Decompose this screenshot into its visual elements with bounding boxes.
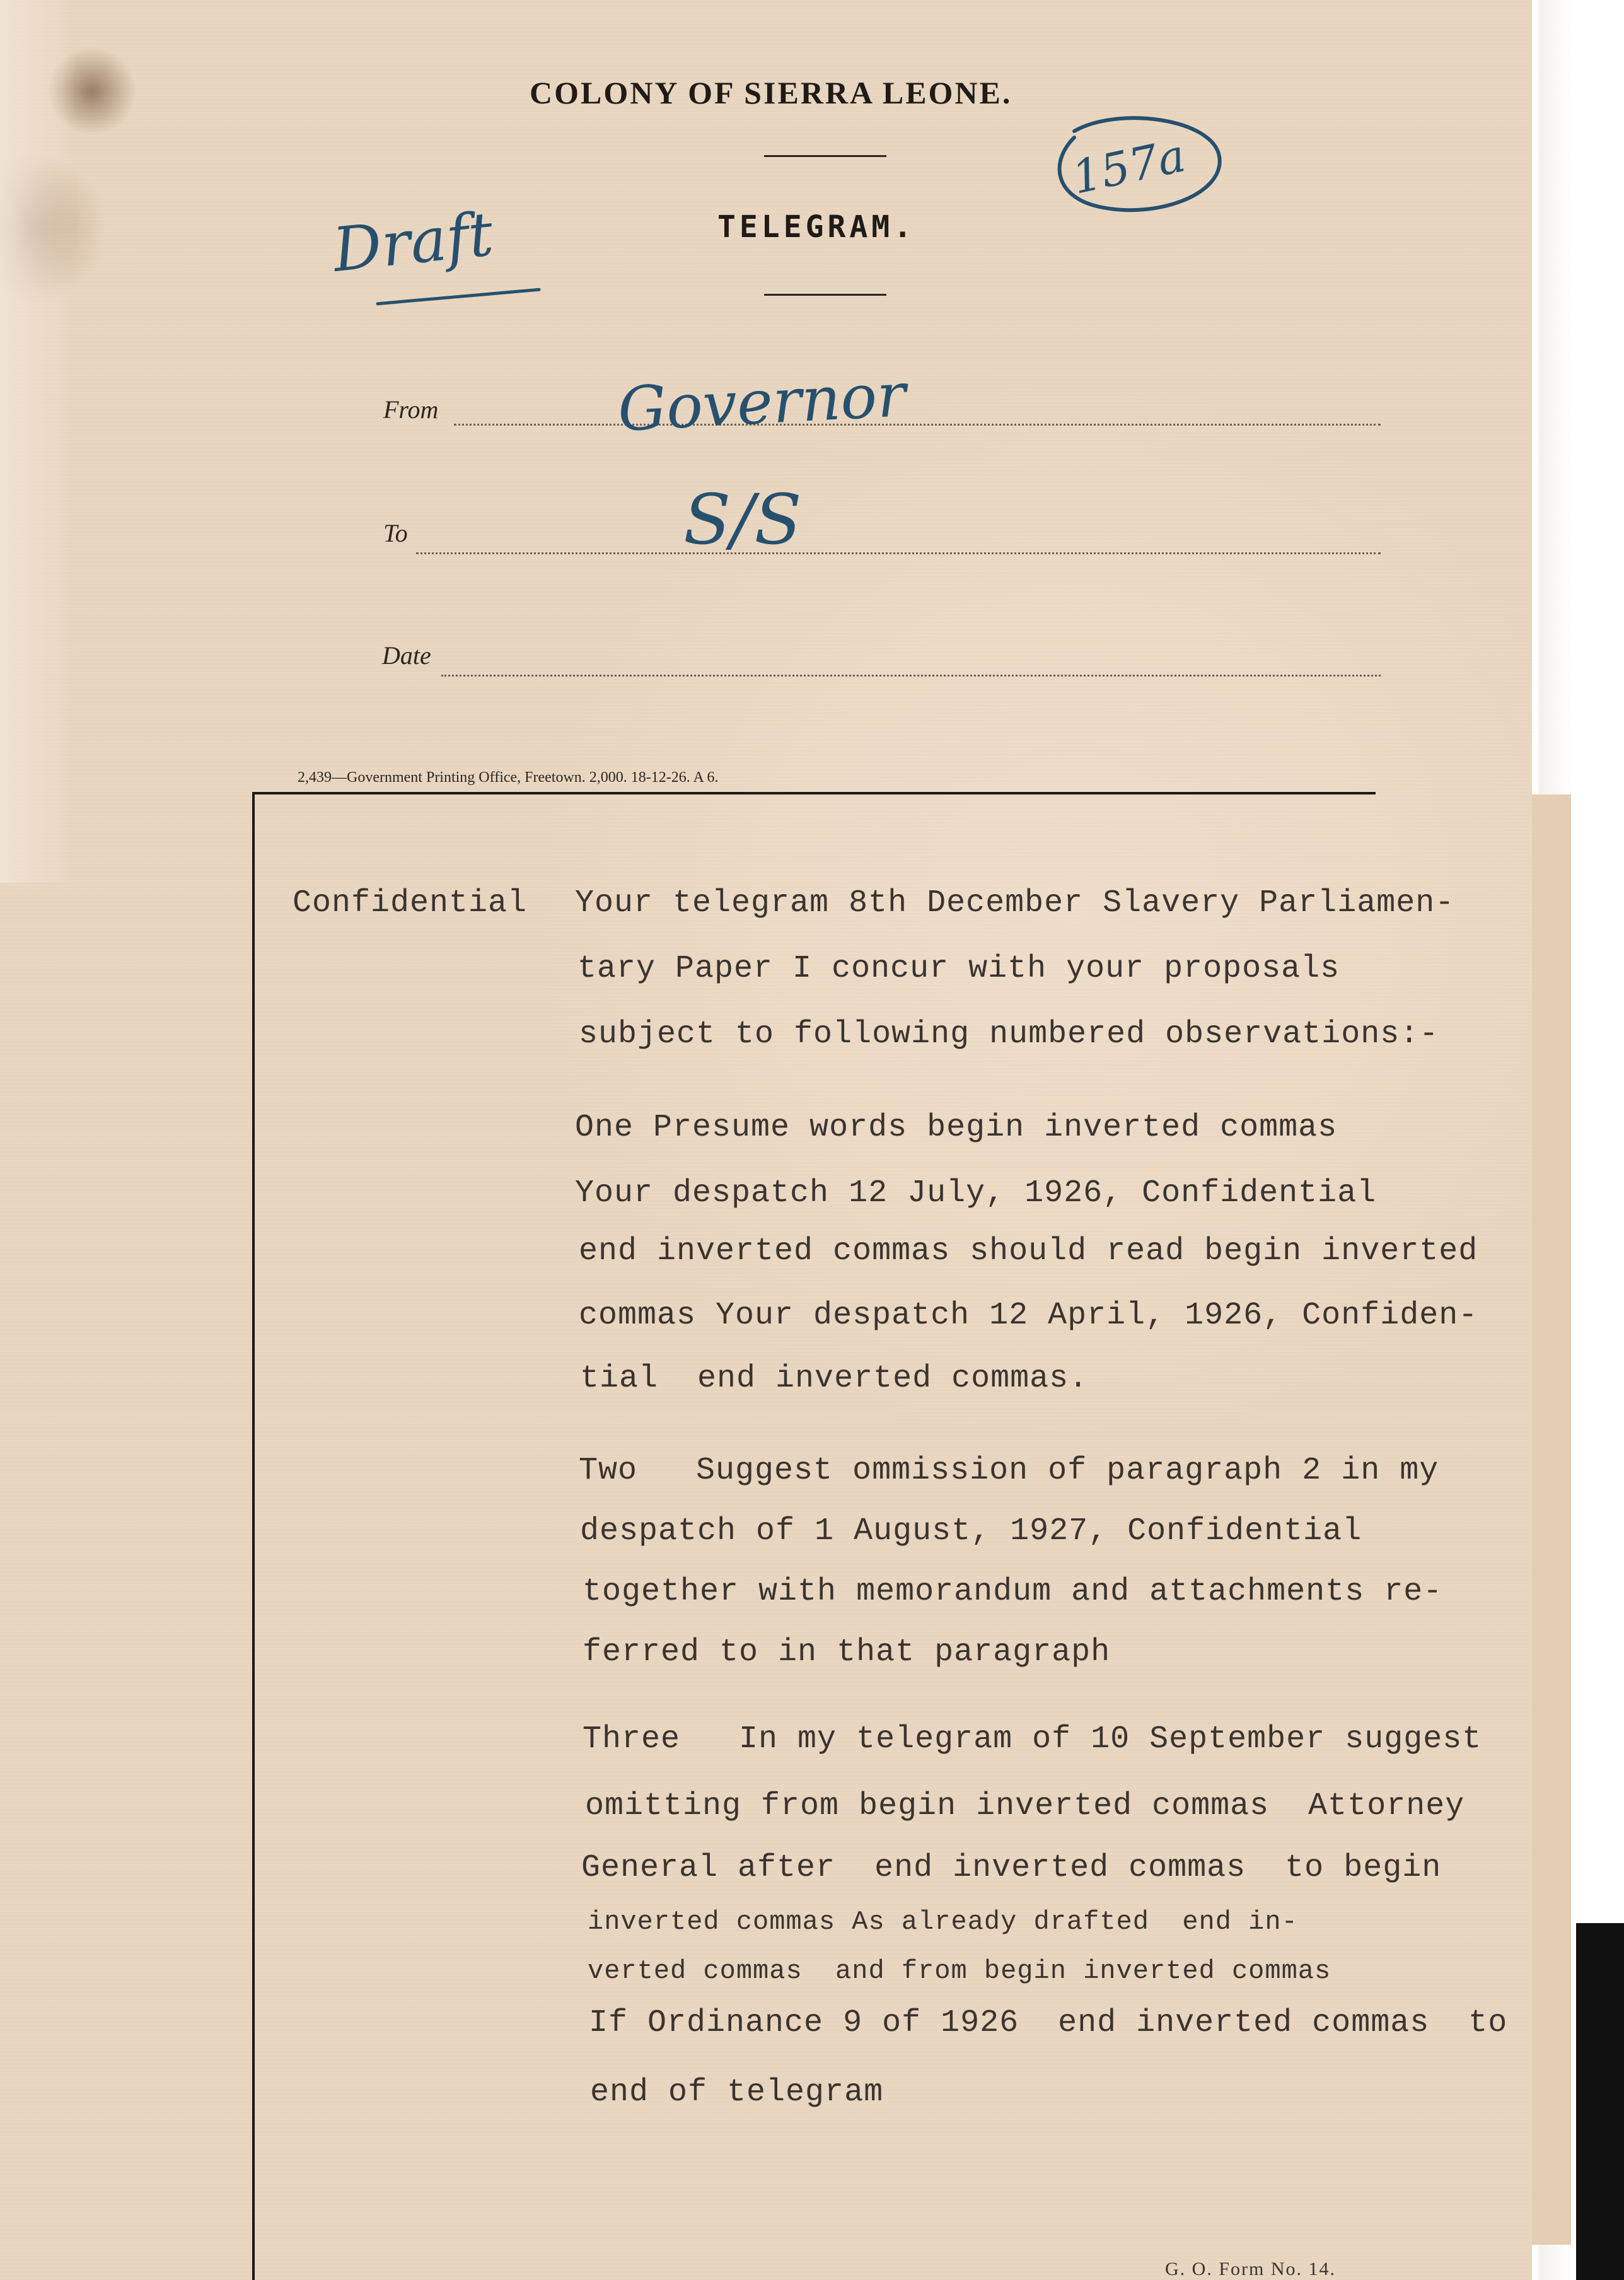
printer-imprint: 2,439—Government Printing Office, Freetown. 2,000. 18-12-26. A 6. <box>298 769 719 786</box>
folio-number: 157a <box>1067 129 1190 204</box>
from-dotted-line <box>454 424 1381 426</box>
body-line: end of telegram <box>590 2074 884 2110</box>
body-line: end inverted commas should read begin inverted <box>579 1233 1478 1269</box>
body-line: tary Paper I concur with your proposals <box>577 951 1340 987</box>
body-line: together with memorandum and attachments re- <box>583 1574 1443 1610</box>
to-value: S/S <box>683 479 802 560</box>
body-line: tial end inverted commas. <box>580 1361 1089 1397</box>
form-number: G. O. Form No. 14. <box>1165 2259 1337 2279</box>
message-frame-left <box>252 792 255 2280</box>
body-line: One Presume words begin inverted commas <box>575 1110 1338 1146</box>
body-line: General after end inverted commas to begin <box>581 1850 1442 1886</box>
date-label: Date <box>382 641 431 670</box>
form-title: TELEGRAM. <box>717 209 916 245</box>
body-line: despatch of 1 August, 1927, Confidential <box>580 1513 1362 1549</box>
paper-damage-left <box>0 0 82 883</box>
header-rule-bottom <box>764 294 886 296</box>
body-line: subject to following numbered observations:- <box>579 1016 1439 1052</box>
header-rule-top <box>764 155 886 157</box>
date-dotted-line <box>441 675 1381 677</box>
body-line: verted commas and from begin inverted commas <box>588 1956 1331 1986</box>
from-label: From <box>383 395 439 424</box>
to-dotted-line <box>416 552 1381 554</box>
body-line: omitting from begin inverted commas Attorney <box>585 1788 1465 1824</box>
draft-underline <box>376 288 540 306</box>
body-line: Three In my telegram of 10 September suggest <box>583 1721 1482 1757</box>
to-label: To <box>383 519 408 547</box>
body-line: Your despatch 12 July, 1926, Confidential <box>575 1175 1377 1211</box>
body-line: Two Suggest ommission of paragraph 2 in my <box>579 1453 1439 1489</box>
classification-label: Confidential <box>293 885 528 921</box>
body-line: Your telegram 8th December Slavery Parliamen- <box>575 885 1455 921</box>
scan-dark-corner <box>1576 1923 1624 2280</box>
body-line: inverted commas As already drafted end in- <box>588 1907 1298 1937</box>
from-value: Governor <box>616 359 908 445</box>
colony-title: COLONY OF SIERRA LEONE. <box>530 75 1012 110</box>
draft-annotation: Draft <box>329 199 497 286</box>
body-line: ferred to in that paragraph <box>583 1634 1111 1670</box>
body-line: commas Your despatch 12 April, 1926, Confiden- <box>579 1298 1478 1334</box>
message-frame-top <box>252 792 1376 794</box>
body-line: If Ordinance 9 of 1926 end inverted commas to <box>589 2005 1508 2041</box>
